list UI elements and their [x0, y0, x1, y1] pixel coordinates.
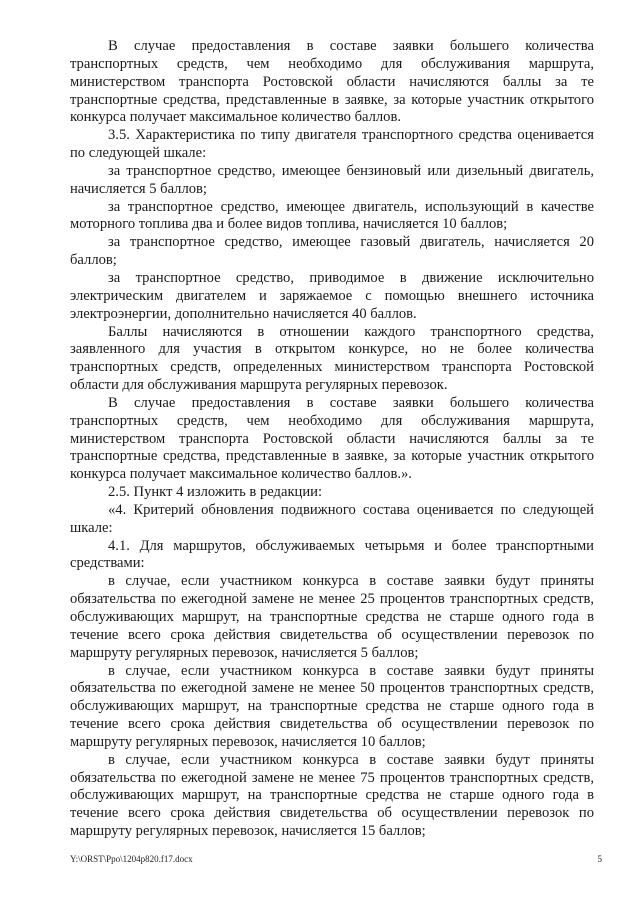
document-body — [70, 38, 594, 841]
paragraph: за транспортное средство, имеющее двигатель, использующий в качестве моторного топлива два и более видов топлива, начисляется 10 баллов; — [70, 198, 594, 233]
paragraph: В случае предоставления в составе заявки большего количества транспортных средств, чем необходимо для обслуживания маршрута, министерством транспорта Ростовской области начисляются баллы за те транспортные средства, представленные в заявке, за которые участник открытого конкурса получает максимальное количество баллов. — [70, 38, 594, 126]
paragraph: Баллы начисляются в отношении каждого транспортного средства, заявленного для участия в открытом конкурсе, но не более количества транспортных средств, определенных министерством транспорта Ростовской области для обслуживания маршрута регулярных перевозок. — [70, 323, 594, 394]
paragraph: 2.5. Пункт 4 изложить в редакции: — [108, 484, 323, 501]
paragraph: в случае, если участником конкурса в составе заявки будут приняты обязательства по ежегодной замене не менее 75 процентов транспортных средств, обслуживающих маршрут, на транспортные средства не старше одного года в течение всего срока действия свидетельства об осуществлении перевозок по маршруту регулярных перевозок, начисляется 15 баллов; — [70, 751, 594, 840]
paragraph: за транспортное средство, имеющее бензиновый или дизельный двигатель, начисляется 5 баллов; — [70, 162, 594, 197]
paragraph: за транспортное средство, имеющее газовый двигатель, начисляется 20 баллов; — [70, 234, 594, 269]
paragraph: В случае предоставления в составе заявки большего количества транспортных средств, чем необходимо для обслуживания маршрута, министерством транспорта Ростовской области начисляются баллы за те транспортные средства, представленные в заявке, за которые участник открытого конкурса получает максимальное количество баллов.». — [70, 394, 594, 483]
paragraph: «4. Критерий обновления подвижного состава оценивается по следующей шкале: — [70, 501, 594, 536]
paragraph: 4.1. Для маршрутов, обслуживаемых четырьмя и более транспортными средствами: — [70, 537, 594, 572]
footer-file-path: Y:\ORST\Ppo\1204p820.f17.docx — [70, 854, 193, 864]
paragraph: 3.5. Характеристика по типу двигателя транспортного средства оценивается по следующей шкале: — [70, 127, 594, 162]
paragraph: в случае, если участником конкурса в составе заявки будут приняты обязательства по ежегодной замене не менее 25 процентов транспортных средств, обслуживающих маршрут, на транспортные средства не старше одного года в течение всего срока действия свидетельства об осуществлении перевозок по маршруту регулярных перевозок, начисляется 5 баллов; — [70, 573, 594, 661]
page-number: 5 — [597, 854, 602, 864]
paragraph: за транспортное средство, приводимое в движение исключительно электрическим двигателем и заряжаемое с помощью внешнего источника электроэнергии, дополнительно начисляется 40 баллов. — [70, 269, 594, 322]
paragraph: в случае, если участником конкурса в составе заявки будут приняты обязательства по ежегодной замене не менее 50 процентов транспортных средств, обслуживающих маршрут, на транспортные средства не старше одного года в течение всего срока действия свидетельства об осуществлении перевозок по маршруту регулярных перевозок, начисляется 10 баллов; — [70, 662, 594, 750]
